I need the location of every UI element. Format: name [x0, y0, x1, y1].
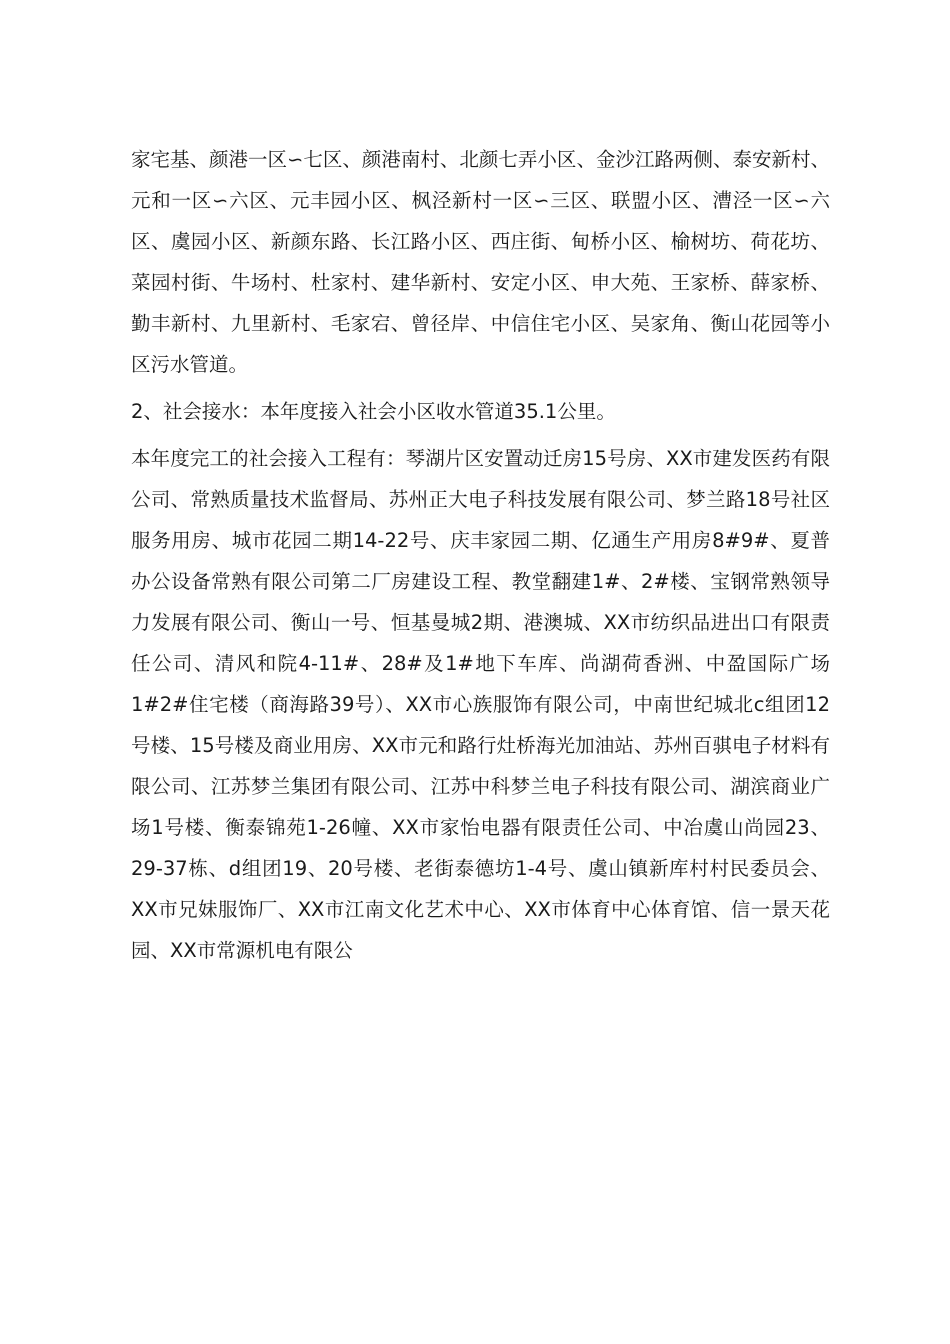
paragraph-social-water-connection: 2、社会接水：本年度接入社会小区收水管道35.1公里。: [131, 400, 616, 423]
paragraph-sewer-pipes: 家宅基、颜港一区∽七区、颜港南村、北颜七弄小区、金沙江路两侧、泰安新村、元和一区∽六区、元丰园小区、枫泾新村一区∽三区、联盟小区、漕泾一区∽六区、虞园小区、新颜东路、长江路小区、西庄街、甸桥小区、榆树坊、荷花坊、菜园村街、牛场村、杜家村、建华新村、安定小区、申大苑、王家桥、薛家桥、勤丰新村、九里新村、毛家宕、曾径岸、中信住宅小区、吴家角、衡山花园等小区污水管道。: [131, 148, 830, 376]
paragraph-completed-projects: 本年度完工的社会接入工程有：琴湖片区安置动迁房15号房、XX市建发医药有限公司、常熟质量技术监督局、苏州正大电子科技发展有限公司、梦兰路18号社区服务用房、城市花园二期14-22号、庆丰家园二期、亿通生产用房8#9#、夏普办公设备常熟有限公司第二厂房建设工程、教堂翻建1#、2#楼、宝钢常熟领导力发展有限公司、衡山一号、恒基曼城2期、港澳城、XX市纺织品进出口有限责任公司、清风和院4-11#、28#及1#地下车库、尚湖荷香洲、中盈国际广场1#2#住宅楼（商海路39号）、XX市心族服饰有限公司，中南世纪城北c组团12号楼、15号楼及商业用房、XX市元和路行灶桥海光加油站、苏州百骐电子材料有限公司、江苏梦兰集团有限公司、江苏中科梦兰电子科技有限公司、湖滨商业广场1号楼、衡泰锦苑1-26幢、XX市家怡电器有限责任公司、中冶虞山尚园23、29-37栋、d组团19、20号楼、老街泰德坊1-4号、虞山镇新库村村民委员会、XX市兄妹服饰厂、XX市江南文化艺术中心、XX市体育中心体育馆、信一景天花园、XX市常源机电有限公: [131, 447, 830, 962]
document-body: [131, 139, 830, 971]
